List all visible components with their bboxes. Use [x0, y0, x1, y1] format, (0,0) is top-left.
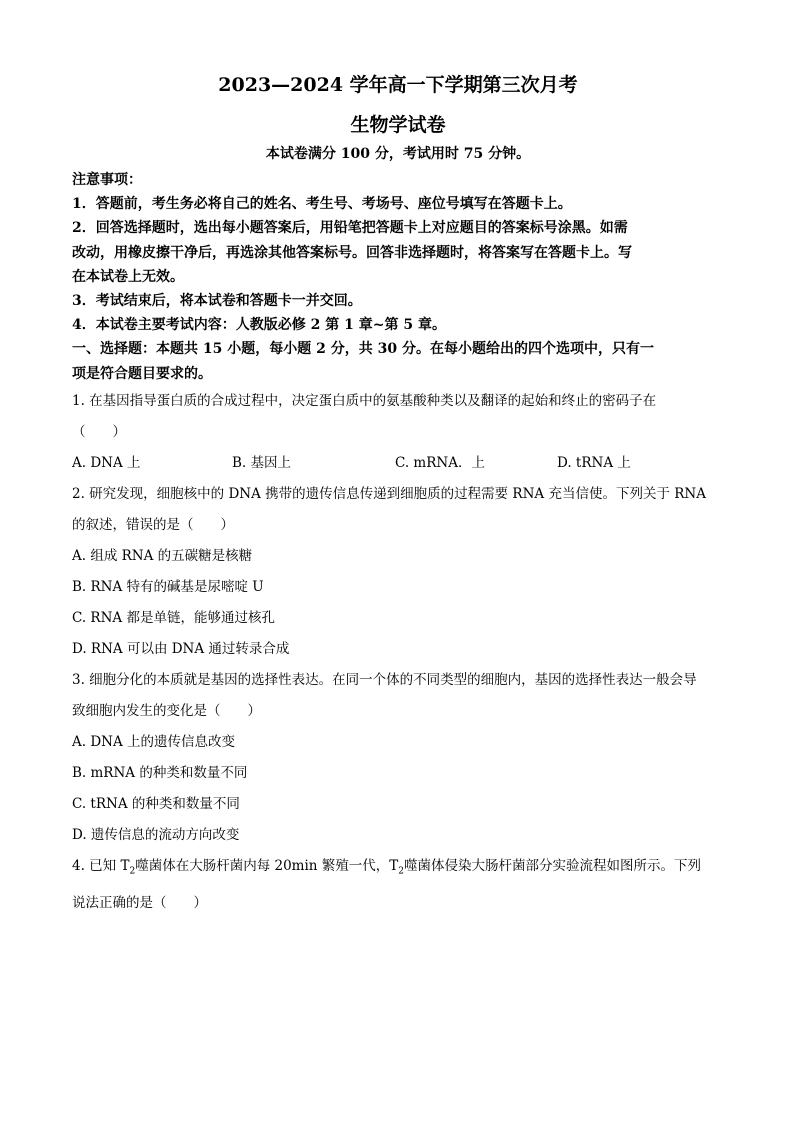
option-b: B. 基因上	[232, 454, 292, 471]
notes-item: 1．答题前，考生务必将自己的姓名、考生号、考场号、座位号填写在答题卡上。	[72, 196, 572, 213]
notes-item: 2．回答选择题时，选出每小题答案后，用铅笔把答题卡上对应题目的答案标号涂黑。如需	[72, 220, 628, 237]
option-c: C. RNA 都是单链，能够通过核孔	[72, 609, 275, 626]
question-stem: 1. 在基因指导蛋白质的合成过程中，决定蛋白质中的氨基酸种类以及翻译的起始和终止的密码子在	[72, 392, 657, 409]
section-heading-line: 一、选择题：本题共 15 小题，每小题 2 分，共 30 分。在每小题给出的四个选项中，只有一	[72, 341, 654, 358]
notes-heading: 注意事项：	[72, 172, 142, 188]
question-1	[72, 386, 724, 479]
question-stem: 致细胞内发生的变化是（ ）	[72, 702, 261, 719]
subscript: 2	[129, 866, 136, 877]
question-stem	[72, 851, 724, 888]
notes-item: 在本试卷上无效。	[72, 268, 184, 285]
stem-text: 噬菌体在大肠杆菌内每 20min 繁殖一代，T	[135, 857, 399, 874]
option-d: D. 遗传信息的流动方向改变	[72, 826, 240, 843]
section-heading-line: 项是符合题目要求的。	[72, 365, 212, 382]
option-c: C. tRNA 的种类和数量不同	[72, 795, 240, 812]
stem-text: 噬菌体侵染大肠杆菌部分实验流程如图所示。下列	[404, 857, 702, 874]
question-stem: 2. 研究发现，细胞核中的 DNA 携带的遗传信息传递到细胞质的过程需要 RNA 充当信使。下列关于 RNA	[72, 485, 706, 502]
question-stem: 3. 细胞分化的本质就是基因的选择性表达。在同一个体的不同类型的细胞内，基因的选择性表达一般会导	[72, 671, 697, 688]
option-a: A. DNA 上	[72, 454, 141, 471]
option-d: D. tRNA 上	[557, 454, 631, 471]
question-stem: （ ）	[72, 423, 126, 440]
exam-title: 2023—2024 学年高一下学期第三次月考	[218, 74, 578, 96]
question-stem: 的叙述，错误的是（ ）	[72, 516, 234, 533]
exam-info: 本试卷满分 100 分，考试用时 75 分钟。	[265, 146, 531, 162]
option-b: B. mRNA 的种类和数量不同	[72, 764, 248, 781]
option-d: D. RNA 可以由 DNA 通过转录合成	[72, 640, 290, 657]
option-c: C. mRNA．上	[395, 454, 485, 471]
option-a: A. 组成 RNA 的五碳糖是核糖	[72, 547, 253, 564]
option-a: A. DNA 上的遗传信息改变	[72, 733, 236, 750]
question-3	[72, 665, 724, 851]
subject-title: 生物学试卷	[350, 114, 446, 136]
question-4	[72, 851, 724, 919]
question-2	[72, 479, 724, 665]
exam-page	[72, 68, 724, 919]
options-row	[72, 448, 724, 479]
stem-text: 4. 已知 T	[72, 857, 130, 874]
notes-item: 4．本试卷主要考试内容：人教版必修 2 第 1 章~第 5 章。	[72, 317, 446, 334]
notes-block	[72, 168, 724, 337]
notes-item: 3．考试结束后，将本试卷和答题卡一并交回。	[72, 293, 362, 310]
option-b: B. RNA 特有的碱基是尿嘧啶 U	[72, 578, 264, 595]
notes-item: 改动，用橡皮擦干净后，再选涂其他答案标号。回答非选择题时，将答案写在答题卡上。写	[72, 244, 632, 261]
section-heading	[72, 337, 724, 385]
subscript: 2	[398, 866, 405, 877]
question-stem: 说法正确的是（ ）	[72, 894, 207, 911]
